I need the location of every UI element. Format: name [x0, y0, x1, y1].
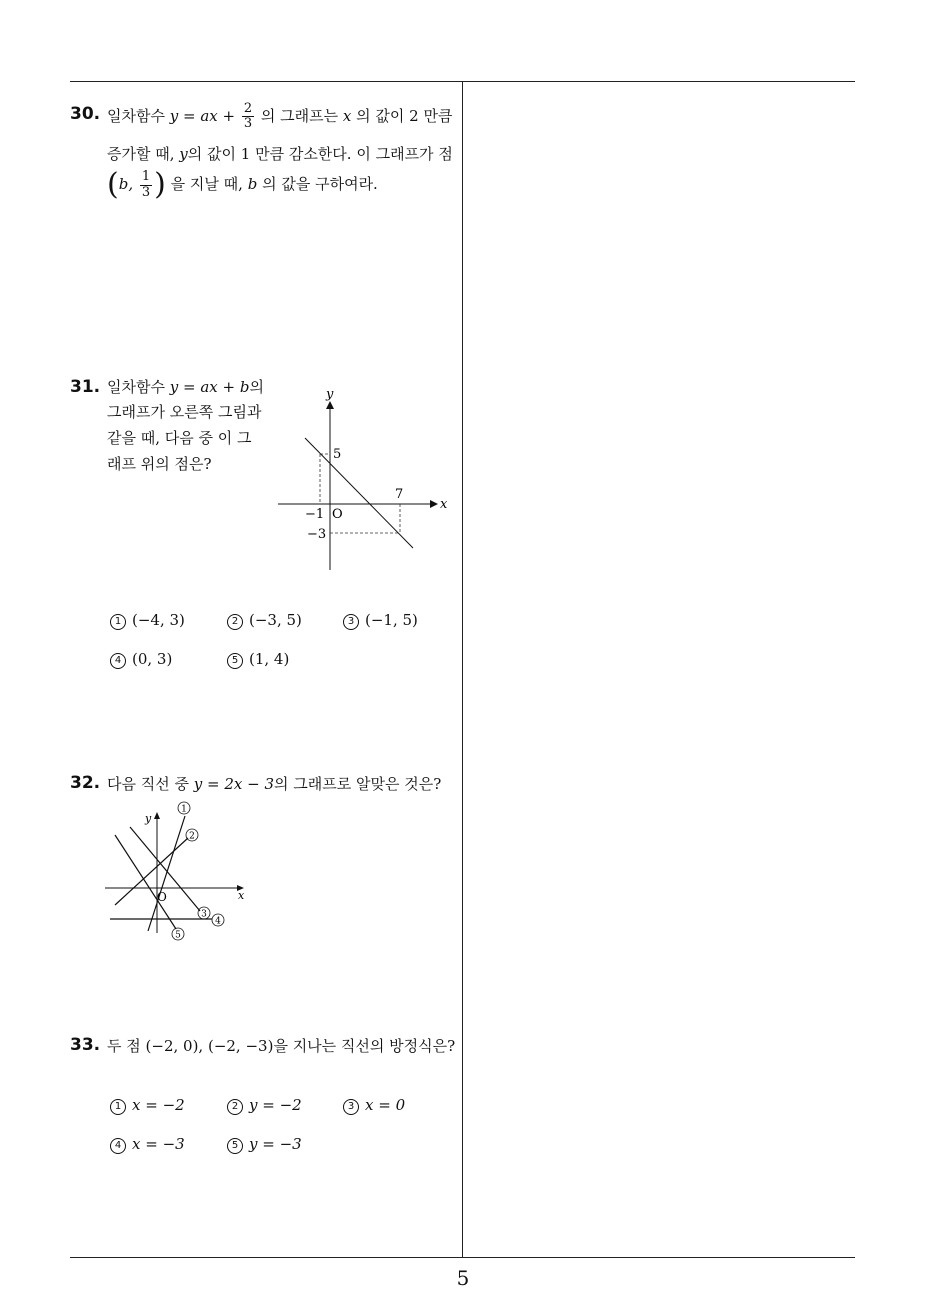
question-30 [70, 100, 460, 220]
choice-5[interactable]: 5 (1, 4) [227, 652, 289, 669]
column-divider [462, 82, 463, 1257]
origin-label: O [332, 507, 343, 522]
question-31 [70, 375, 460, 675]
tick-label-5: 5 [333, 447, 342, 462]
svg-text:1: 1 [181, 804, 187, 815]
question-number: 30. [70, 104, 101, 124]
line-label-4 [212, 914, 224, 927]
line-label-3 [198, 907, 210, 920]
x-axis-arrow [430, 500, 438, 508]
svg-text:3: 3 [201, 909, 207, 920]
question-line-2: 증가할 때, y의 값이 1 만큼 감소한다. 이 그래프가 점 [107, 145, 453, 163]
x-axis-label: x [238, 889, 245, 902]
choice-3[interactable]: 3 (−1, 5) [343, 613, 418, 630]
y-axis-label: y [326, 387, 334, 402]
question-line-1: 두 점 (−2, 0), (−2, −3)을 지나는 직선의 방정식은? [107, 1037, 456, 1055]
choice-3[interactable]: 3 x = 0 [343, 1098, 405, 1115]
question-line-1: 다음 직선 중 y = 2x − 3의 그래프로 알맞은 것은? [107, 775, 442, 793]
line-2 [115, 838, 188, 905]
choice-1[interactable]: 1 x = −2 [110, 1098, 185, 1115]
question-line-1: 일차함수 y = ax + $\frac{2}{3}$ 의 그래프는 x 의 값이 2 만큼 [107, 101, 453, 132]
question-33 [70, 1035, 460, 1165]
question-line-4: 래프 위의 점은? [107, 455, 212, 473]
question-line-1: 일차함수 y = ax + b의 [107, 378, 264, 396]
y-axis-arrow [326, 401, 334, 409]
fraction: $\frac{2}{3}$ [243, 101, 253, 132]
y-axis-arrow [154, 812, 160, 819]
y-axis-label: y [145, 812, 152, 825]
choice-2[interactable]: 2 (−3, 5) [227, 613, 302, 630]
tick-label-neg3: −3 [307, 527, 327, 542]
choice-1[interactable]: 1 (−4, 3) [110, 613, 185, 630]
question-line-2: 그래프가 오른쪽 그림과 [107, 403, 262, 421]
tick-label-7: 7 [395, 487, 404, 502]
question-number: 31. [70, 377, 101, 397]
svg-text:5: 5 [175, 930, 181, 941]
origin-label: O [157, 890, 167, 904]
question-32 [70, 773, 460, 943]
question-line-3: (b, $\frac{1}{3}$ ) 을 지날 때, b 의 값을 구하여라. [107, 167, 378, 202]
page-number: 5 [456, 1266, 470, 1290]
line-label-1 [178, 802, 190, 815]
bottom-rule [70, 1257, 855, 1258]
question-line-3: 같을 때, 다음 중 이 그 [107, 429, 252, 447]
choice-4[interactable]: 4 x = −3 [110, 1137, 185, 1154]
line-5 [115, 835, 176, 929]
fraction: $\frac{1}{3}$ [141, 169, 151, 200]
choice-2[interactable]: 2 y = −2 [227, 1098, 302, 1115]
svg-text:2: 2 [189, 831, 195, 842]
question-number: 32. [70, 773, 101, 793]
svg-text:4: 4 [215, 916, 221, 927]
line-label-5 [172, 928, 184, 941]
choice-5[interactable]: 5 y = −3 [227, 1137, 302, 1154]
tick-label-neg1: −1 [305, 507, 325, 522]
choice-4[interactable]: 4 (0, 3) [110, 652, 172, 669]
line-label-2 [186, 829, 198, 842]
q31-graph [275, 385, 465, 580]
question-number: 33. [70, 1035, 101, 1055]
q32-graph [100, 801, 290, 943]
x-axis-label: x [440, 497, 448, 512]
